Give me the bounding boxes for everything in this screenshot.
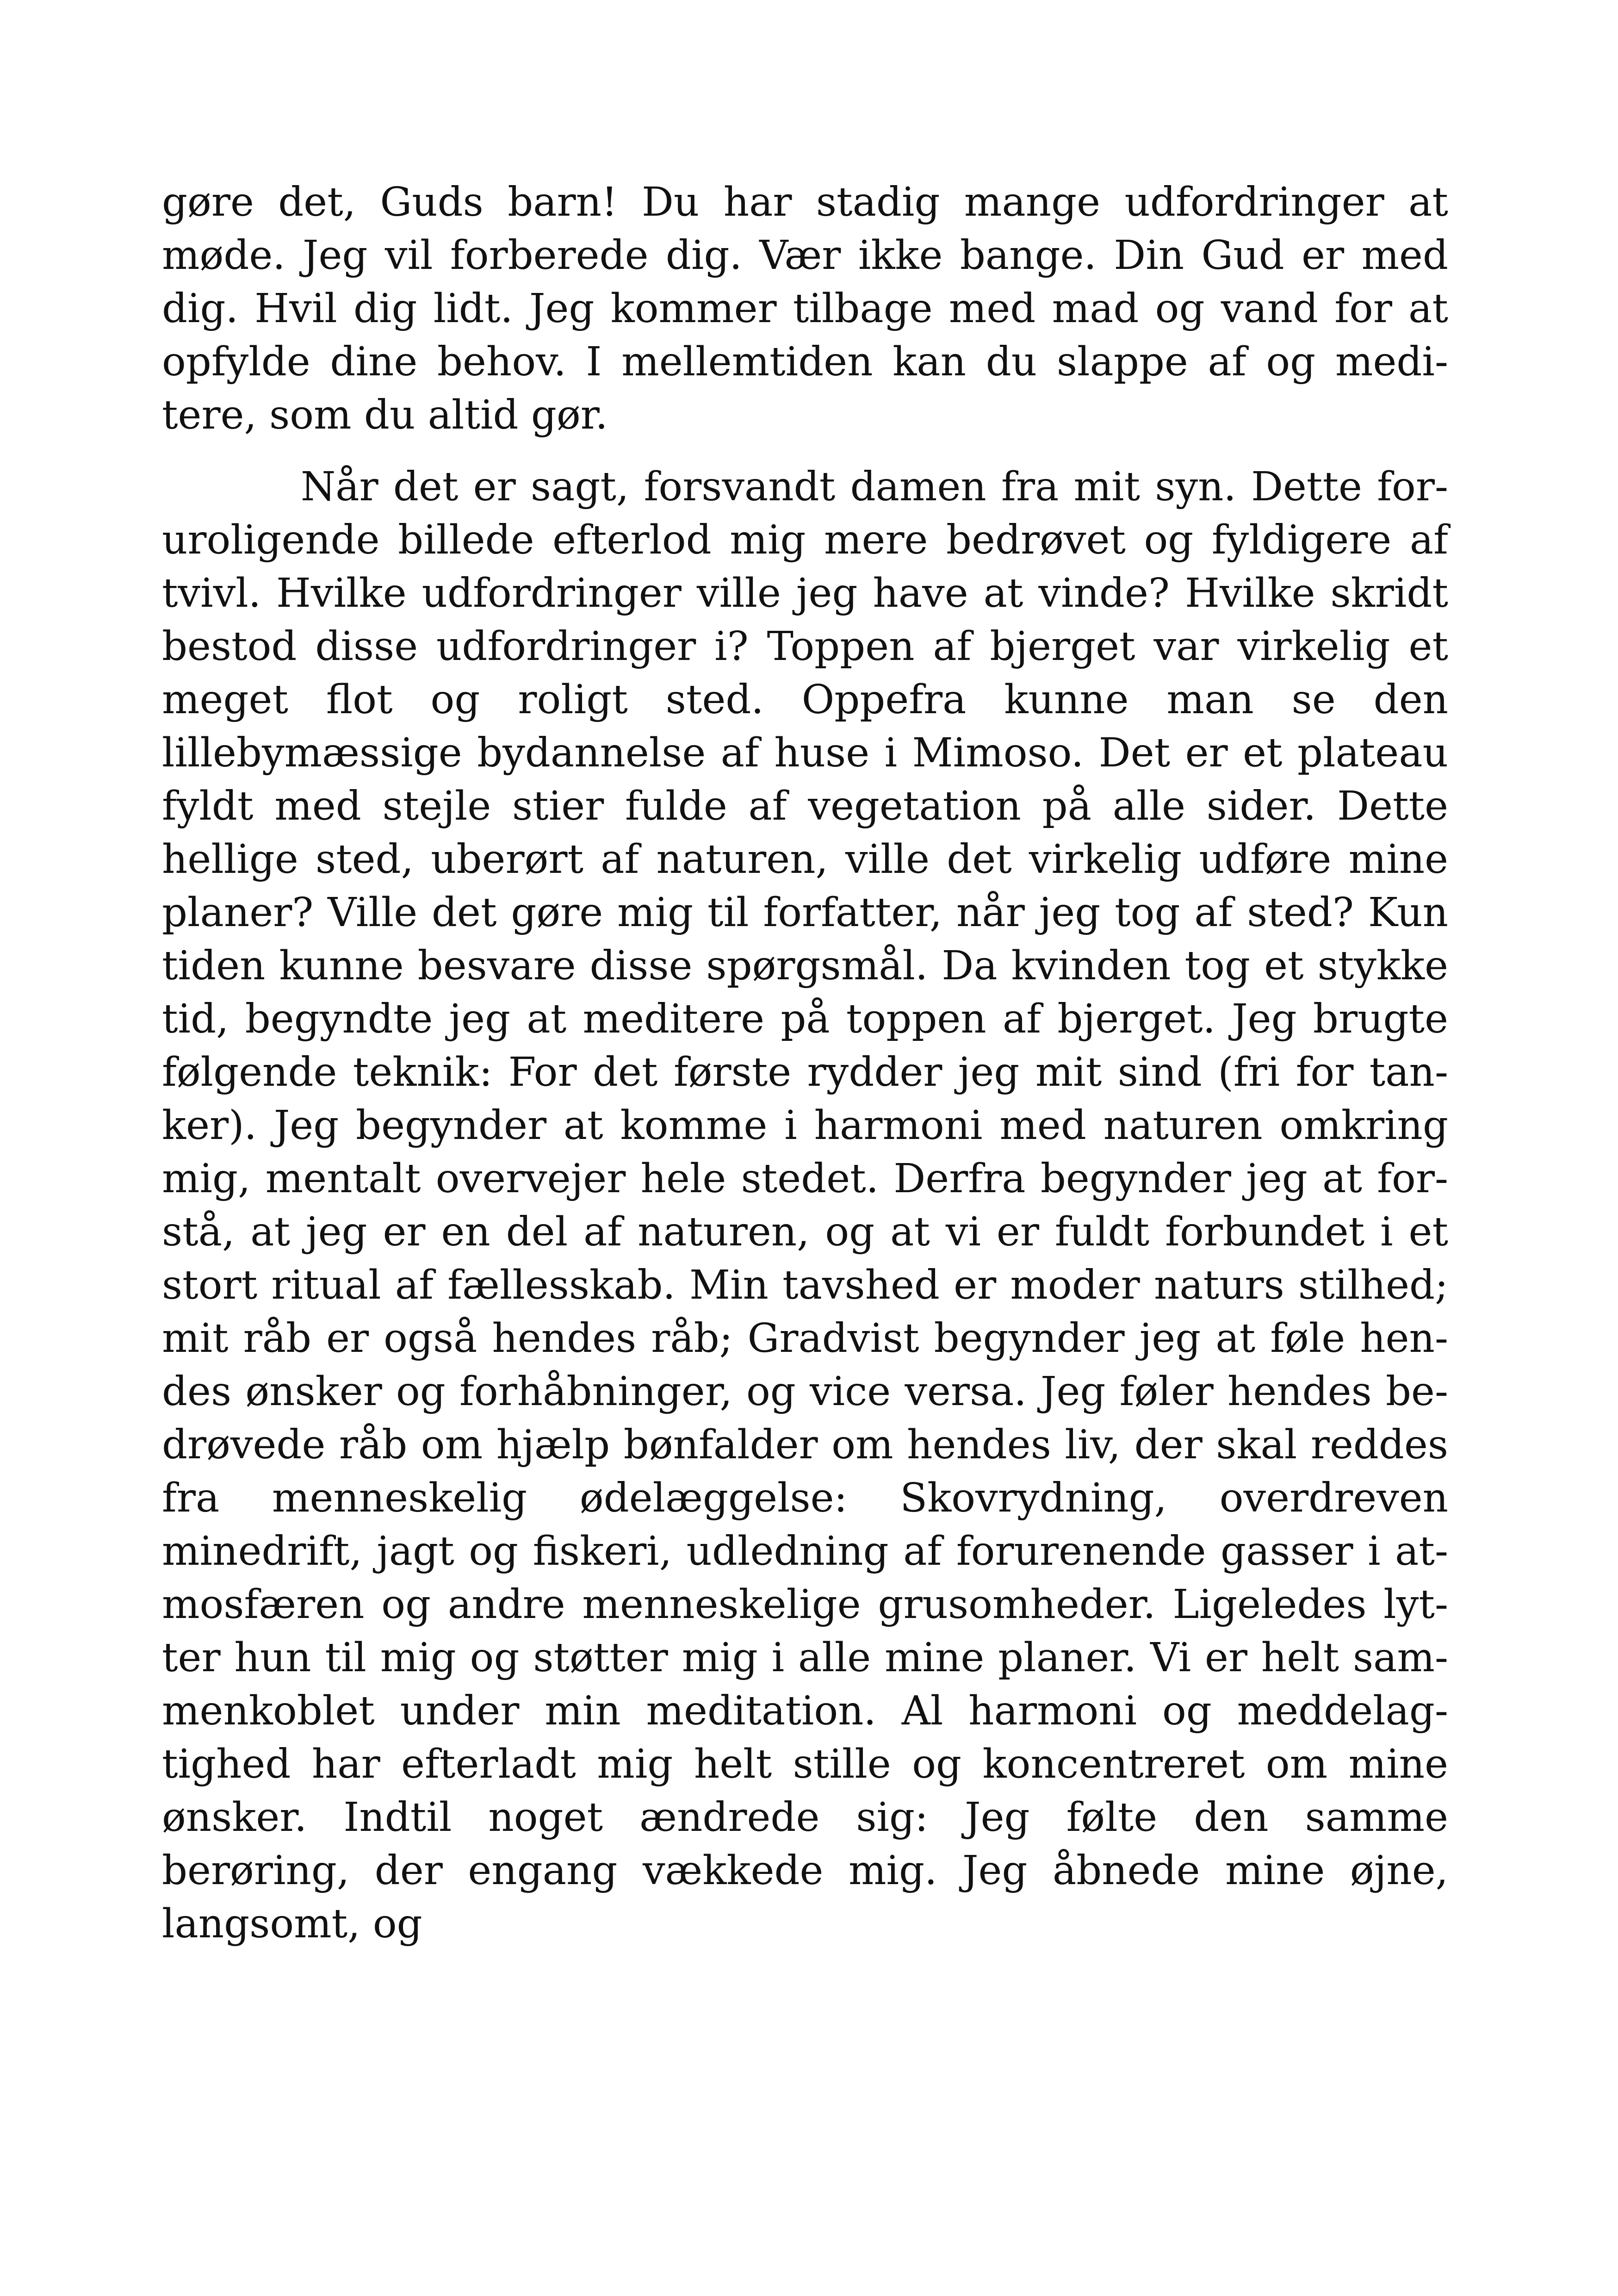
paragraph-2: Når det er sagt, forsvandt damen fra mit syn. Dette foruroligende billede efterlod mig mere bedrøvet og fyldigere af tvivl. Hvilke udfordringer ville jeg have at vinde? Hvilke skridt bestod disse udfordringer i? Toppen af bjerget var virkelig et meget flot og roligt sted. Oppefra kunne man se den lillebymæssige bydannelse af huse i Mimoso. Det er et plateau fyldt med stejle stier fulde af vegetation på alle sider. Dette hellige sted, uberørt af naturen, ville det virkelig udføre mine planer? Ville det gøre mig til forfatter, når jeg tog af sted? Kun tiden kunne besvare disse spørgsmål. Da kvinden tog et stykke tid, begyndte jeg at meditere på toppen af bjerget. Jeg brugte følgende teknik: For det første rydder jeg mit sind (fri for tanker). Jeg begynder at komme i harmoni med naturen omkring mig, mentalt overvejer hele stedet. Derfra begynder jeg at forstå, at jeg er en del af naturen, og at vi er fuldt forbundet i et stort ritual af fællesskab. Min tavshed er moder naturs stilhed; mit råb er også hendes råb; Gradvist begynder jeg at føle hendes ønsker og forhåbninger, og vice versa. Jeg føler hendes bedrøvede råb om hjælp bønfalder om hendes liv, der skal reddes fra menneskelig ødelæggelse: Skovrydning, overdreven minedrift, jagt og fiskeri, udledning af forurenende gasser i atmosfæren og andre menneskelige grusomheder. Ligeledes lytter hun til mig og støtter mig i alle mine planer. Vi er helt sammenkoblet under min meditation. Al harmoni og meddelagtighed har efterladt mig helt stille og koncentreret om mine ønsker. Indtil noget ændrede sig: Jeg følte den samme berøring, der engang vækkede mig. Jeg åbnede mine øjne, langsomt, og [162, 464, 1448, 1947]
body-text [162, 176, 1448, 1951]
paragraph-1: gøre det, Guds barn! Du har stadig mange udfordringer at møde. Jeg vil forberede dig. Vær ikke bange. Din Gud er med dig. Hvil dig lidt. Jeg kommer tilbage med mad og vand for at opfylde dine behov. I mellemtiden kan du slappe af og meditere, som du altid gør. [162, 179, 1448, 438]
